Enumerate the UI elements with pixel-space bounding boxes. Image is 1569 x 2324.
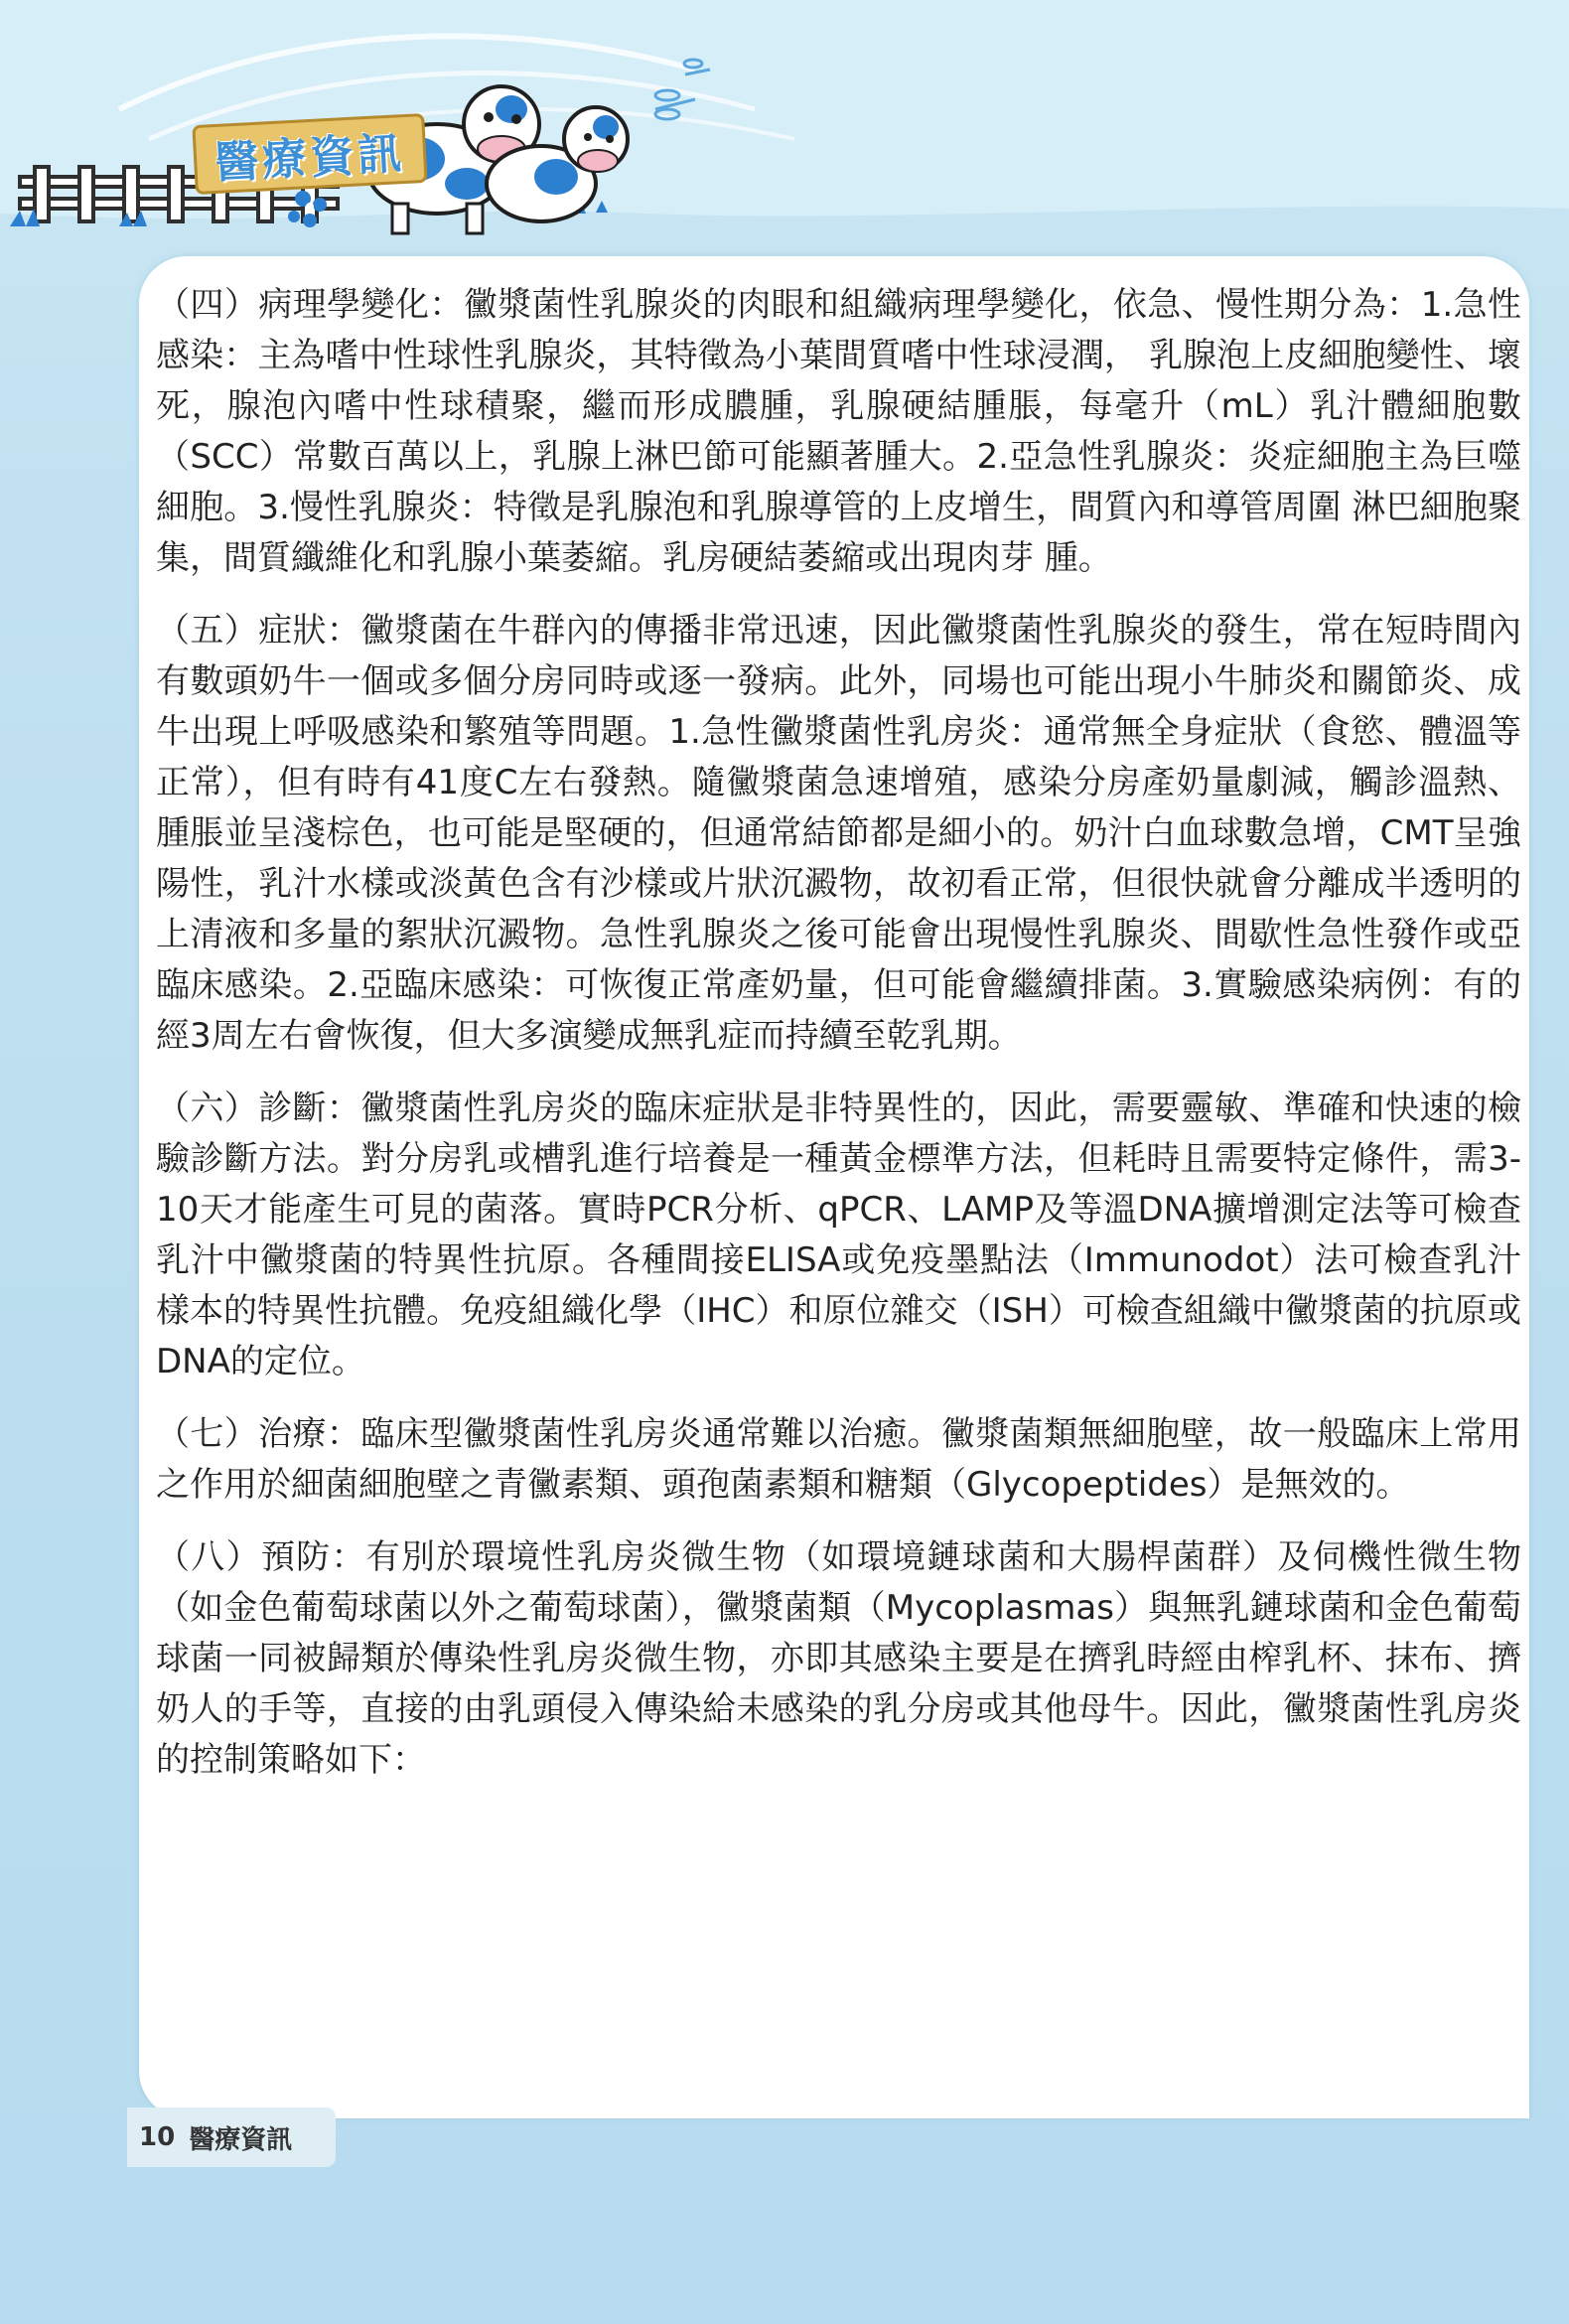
- article-body: [156, 280, 1521, 1808]
- paragraph-prevention: （八）預防：有別於環境性乳房炎微生物（如環境鏈球菌和大腸桿菌群）及伺機性微生物（如金色葡萄球菌以外之葡萄球菌），黴漿菌類（Mycoplasmas）與無乳鏈球菌和金色葡萄球菌一同被歸類於傳染性乳房炎微生物，亦即其感染主要是在擠乳時經由榨乳杯、抹布、擠奶人的手等，直接的由乳頭侵入傳染給未感染的乳分房或其他母牛。因此，黴漿菌性乳房炎的控制策略如下：: [156, 1537, 1521, 1780]
- page-number: 10: [139, 2122, 176, 2152]
- paragraph-pathology: （四）病理學變化：黴漿菌性乳腺炎的肉眼和組織病理學變化，依急、慢性期分為：1.急性感染：主為嗜中性球性乳腺炎，其特徵為小葉間質嗜中性球浸潤， 乳腺泡上皮細胞變性、壞死，腺泡內嗜中性球積聚，繼而形成膿腫，乳腺硬結腫脹，每毫升（mL）乳汁體細胞數（SCC）常數百萬以上，乳腺上淋巴節可能顯著腫大。2.亞急性乳腺炎：炎症細胞主為巨噬細胞。3.慢性乳腺炎：特徵是乳腺泡和乳腺導管的上皮增生，間質內和導管周圍 淋巴細胞聚集，間質纖維化和乳腺小葉萎縮。乳房硬結萎縮或出現肉芽 腫。: [156, 285, 1521, 578]
- page-footer: [127, 2107, 336, 2167]
- paragraph-diagnosis: （六）診斷：黴漿菌性乳房炎的臨床症狀是非特異性的，因此，需要靈敏、準確和快速的檢驗診斷方法。對分房乳或槽乳進行培養是一種黃金標準方法，但耗時且需要特定條件，需3-10天才能產生可見的菌落。實時PCR分析、qPCR、LAMP及等溫DNA擴增測定法等可檢查乳汁中黴漿菌的特異性抗原。各種間接ELISA或免疫墨點法（Immunodot）法可檢查乳汁樣本的特異性抗體。免疫組織化學（IHC）和原位雜交（ISH）可檢查組織中黴漿菌的抗原或DNA的定位。: [156, 1089, 1521, 1381]
- paragraph-symptoms: （五）症狀：黴漿菌在牛群內的傳播非常迅速，因此黴漿菌性乳腺炎的發生，常在短時間內有數頭奶牛一個或多個分房同時或逐一發病。此外，同場也可能出現小牛肺炎和關節炎、成牛出現上呼吸感染和繁殖等問題。1.急性黴漿菌性乳房炎：通常無全身症狀（食慾、體溫等正常），但有時有41度C左右發熱。隨黴漿菌急速增殖，感染分房產奶量劇減，觸診溫熱、腫脹並呈淺棕色，也可能是堅硬的，但通常結節都是細小的。奶汁白血球數急增，CMT呈強陽性，乳汁水樣或淡黃色含有沙樣或片狀沉澱物，故初看正常，但很快就會分離成半透明的上清液和多量的絮狀沉澱物。急性乳腺炎之後可能會出現慢性乳腺炎、間歇性急性發作或亞臨床感染。2.亞臨床感染：可恢復正常產奶量，但可能會繼續排菌。3.實驗感染病例：有的經3周左右會恢復，但大多演變成無乳症而持續至乾乳期。: [156, 611, 1521, 1056]
- section-title: 醫療資訊: [214, 128, 407, 189]
- section-banner: [192, 113, 427, 195]
- paragraph-treatment: （七）治療：臨床型黴漿菌性乳房炎通常難以治癒。黴漿菌類無細胞壁，故一般臨床上常用之作用於細菌細胞壁之青黴素類、頭孢菌素類和糖類（Glycopeptides）是無效的。: [156, 1414, 1521, 1505]
- footer-title: 醫療資訊: [189, 2124, 293, 2155]
